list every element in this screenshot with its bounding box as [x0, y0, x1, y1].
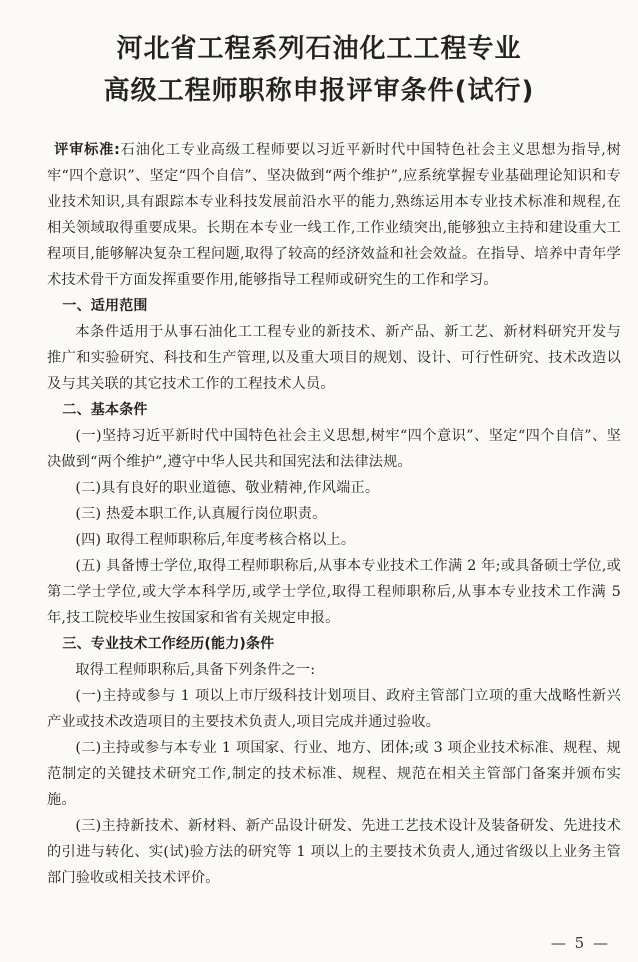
section2-item-5: (五) 具备博士学位,取得工程师职称后,从事本专业技术工作满 2 年;或具备硕士学位,或第二学士学位,或大学本科学历,或学士学位,取得工程师职称后,从事本专业技术工作满 5 年,技工院校毕业生按国家和省有关规定申报。: [47, 558, 621, 626]
section2-heading: 二、基本条件: [62, 402, 148, 418]
section1-paragraph: 本条件适用于从事石油化工工程专业的新技术、新产品、新工艺、新材料研究开发与推广和实验研究、科技和生产管理,以及重大项目的规划、设计、可行性研究、技术改造以及与其关联的其它技术工作的工程技术人员。: [47, 324, 621, 392]
section3-heading: 三、专业技术工作经历(能力)条件: [62, 636, 275, 652]
intro-paragraph: [47, 137, 621, 293]
section2-item-3: (三) 热爱本职工作,认真履行岗位职责。: [75, 506, 327, 522]
page-number: — 5 —: [550, 934, 610, 952]
document-title-line1: 河北省工程系列石油化工工程专业: [116, 34, 522, 64]
intro-lead: 评审标准:: [54, 142, 121, 158]
section3-item-2: (二)主持或参与本专业 1 项国家、行业、地方、团体;或 3 项企业技术标准、规程、规范制定的关键技术研究工作,制定的技术标准、规程、规范在相关主管部门备案并颁布实施。: [47, 740, 621, 808]
section1-heading: 一、适用范围: [62, 298, 148, 314]
section3-item-3: (三)主持新技术、新材料、新产品设计研发、先进工艺技术设计及装备研发、先进技术的引进与转化、实(试)验方法的研究等 1 项以上的主要技术负责人,通过省级以上业务主管部门验收或相关技术评价。: [47, 818, 621, 886]
section3-intro: 取得工程师职称后,具备下列条件之一:: [75, 662, 316, 678]
section2-item-4: (四) 取得工程师职称后,年度考核合格以上。: [75, 532, 356, 548]
intro-text: 石油化工专业高级工程师要以习近平新时代中国特色社会主义思想为指导,树牢“四个意识”、坚定“四个自信”、坚决做到“两个维护”,应系统掌握专业基础理论知识和专业技术知识,具有跟踪本专业科技发展前沿水平的能力,熟练运用本专业技术标准和规程,在相关领域取得重要成果。长期在本专业一线工作,工作业绩突出,能够独立主持和建设重大工程项目,能够解决复杂工程问题,取得了较高的经济效益和社会效益。在指导、培养中青年学术技术骨干方面发挥重要作用,能够指导工程师或研究生的工作和学习。: [47, 142, 621, 288]
section3-item-1: (一)主持或参与 1 项以上市厅级科技计划项目、政府主管部门立项的重大战略性新兴产业或技术改造项目的主要技术负责人,项目完成并通过验收。: [47, 688, 621, 730]
section2-item-2: (二)具有良好的职业道德、敬业精神,作风端正。: [75, 480, 380, 496]
document-body: [47, 137, 621, 891]
document-title-line2: 高级工程师职称申报评审条件(试行): [103, 76, 535, 106]
section2-item-1: (一)坚持习近平新时代中国特色社会主义思想,树牢“四个意识”、坚定“四个自信”、坚决做到“两个维护”,遵守中华人民共和国宪法和法律法规。: [47, 428, 621, 470]
